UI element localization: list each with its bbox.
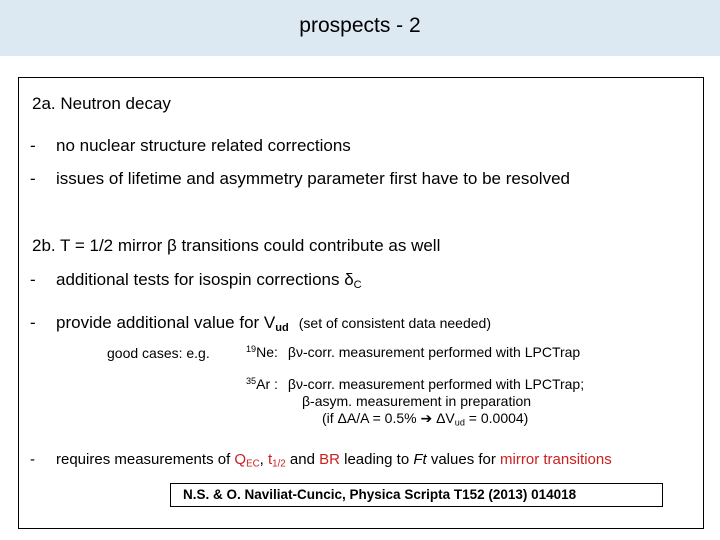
bullet-dash: - [30, 169, 36, 188]
reference-citation: N.S. & O. Naviliat-Cuncic, Physica Scripta T152 (2013) 014018 [170, 483, 663, 507]
bullet-dash: - [30, 136, 36, 155]
ne19-entry: $^{19}$Ne: βν-corr. measurement performed with LPCTrap [246, 344, 581, 360]
ar35-entry: $^{35}$Ar : βν-corr. measurement performed with LPCTrap; [246, 376, 585, 392]
good-cases-label: good cases: e.g. [107, 345, 210, 361]
arrow-right-icon: ➔ [420, 410, 433, 426]
bullet-dash: - [30, 451, 35, 468]
bullet-requires-measurements: requires measurements of $Q_{EC}$, $t_{1/2}$ and BR leading to Ft values for mirror transitions [56, 451, 612, 470]
bullet-isospin-tests: additional tests for isospin corrections $\delta_C$ [56, 270, 362, 291]
ar35-asymmetry: β-asym. measurement in preparation [302, 393, 532, 409]
slide-title: prospects - 2 [299, 14, 421, 37]
bullet-lifetime-issues: issues of lifetime and asymmetry parameter first have to be resolved [56, 169, 570, 188]
ar35-precision: (if ΔA/A = 0.5% ➔ $\Delta V_{ud} = 0.0004$) [322, 410, 529, 428]
bullet-no-corrections: no nuclear structure related corrections [56, 136, 351, 155]
bullet-dash: - [30, 313, 36, 332]
bullet-vud-value: provide additional value for $V_{ud}$ (set of consistent data needed) [56, 313, 491, 334]
section-b-heading: 2b. T = 1/2 mirror β transitions could contribute as well [32, 236, 441, 255]
section-a-heading: 2a. Neutron decay [32, 94, 171, 113]
bullet-dash: - [30, 270, 36, 289]
